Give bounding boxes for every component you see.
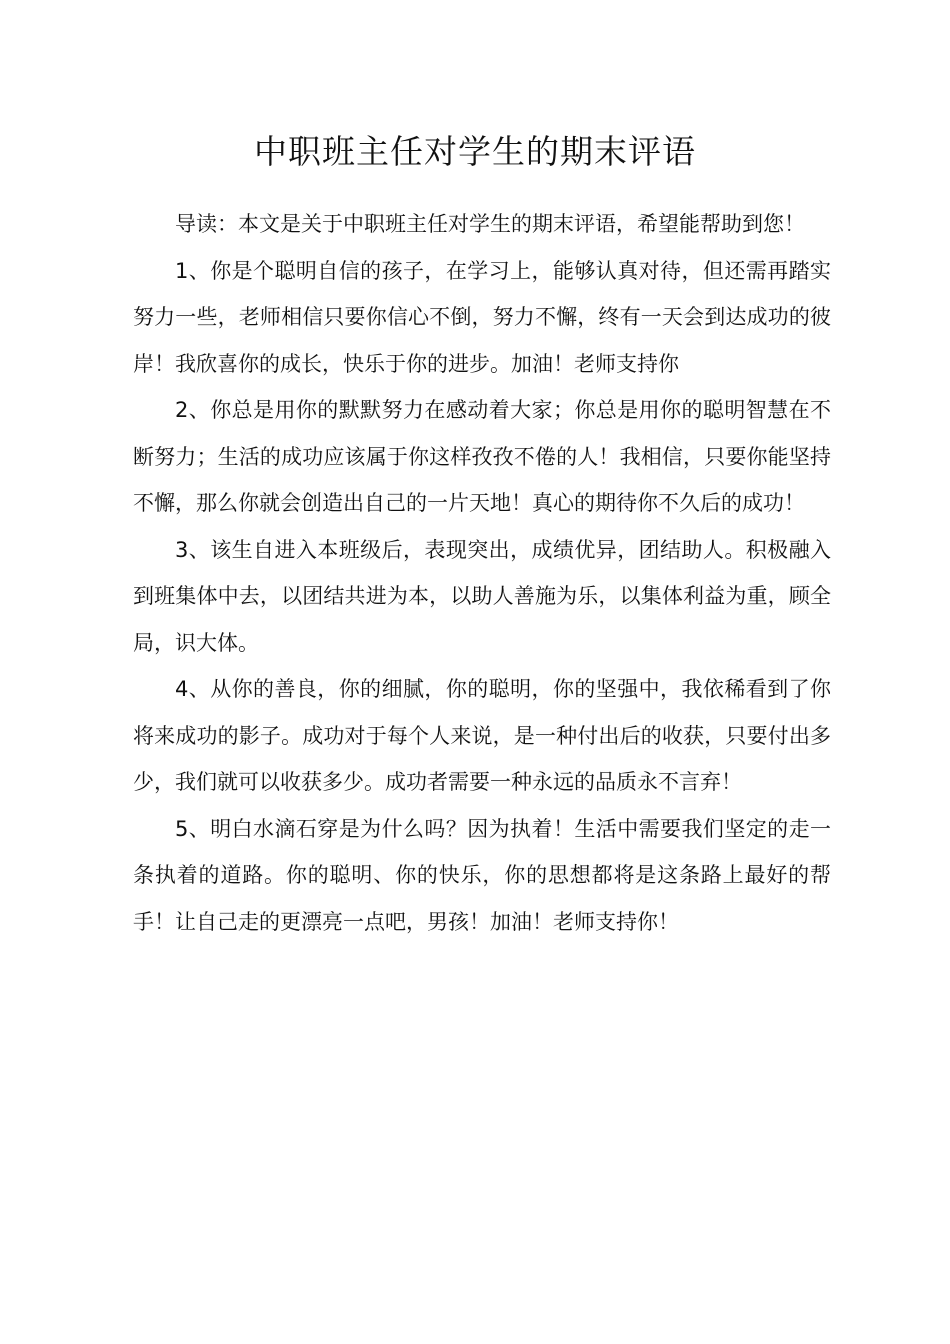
comment-paragraph-5: 5、明白水滴石穿是为什么吗？因为执着！生活中需要我们坚定的走一条执着的道路。你的聪明、你的快乐，你的思想都将是这条路上最好的帮手！让自己走的更漂亮一点吧，男孩！加油！老师支持你！ xyxy=(133,816,831,934)
comment-paragraph-3: 3、该生自进入本班级后，表现突出，成绩优异，团结助人。积极融入到班集体中去，以团结共进为本，以助人善施为乐，以集体利益为重，顾全局，识大体。 xyxy=(133,537,831,655)
comment-paragraph-2: 2、你总是用你的默默努力在感动着大家；你总是用你的聪明智慧在不断努力；生活的成功应该属于你这样孜孜不倦的人！我相信，只要你能坚持不懈，那么你就会创造出自己的一片天地！真心的期待你不久后的成功！ xyxy=(133,398,831,515)
document-body xyxy=(133,201,831,945)
comment-paragraph-4: 4、从你的善良，你的细腻，你的聪明，你的坚强中，我依稀看到了你将来成功的影子。成功对于每个人来说，是一种付出后的收获，只要付出多少，我们就可以收获多少。成功者需要一种永远的品质永不言弃！ xyxy=(133,677,831,794)
intro-paragraph: 导读：本文是关于中职班主任对学生的期末评语，希望能帮助到您！ xyxy=(175,212,805,236)
document-title: 中职班主任对学生的期末评语 xyxy=(254,132,696,171)
comment-paragraph-1: 1、你是个聪明自信的孩子，在学习上，能够认真对待，但还需再踏实努力一些，老师相信只要你信心不倒，努力不懈，终有一天会到达成功的彼岸！我欣喜你的成长，快乐于你的进步。加油！老师支持你 xyxy=(133,258,831,376)
